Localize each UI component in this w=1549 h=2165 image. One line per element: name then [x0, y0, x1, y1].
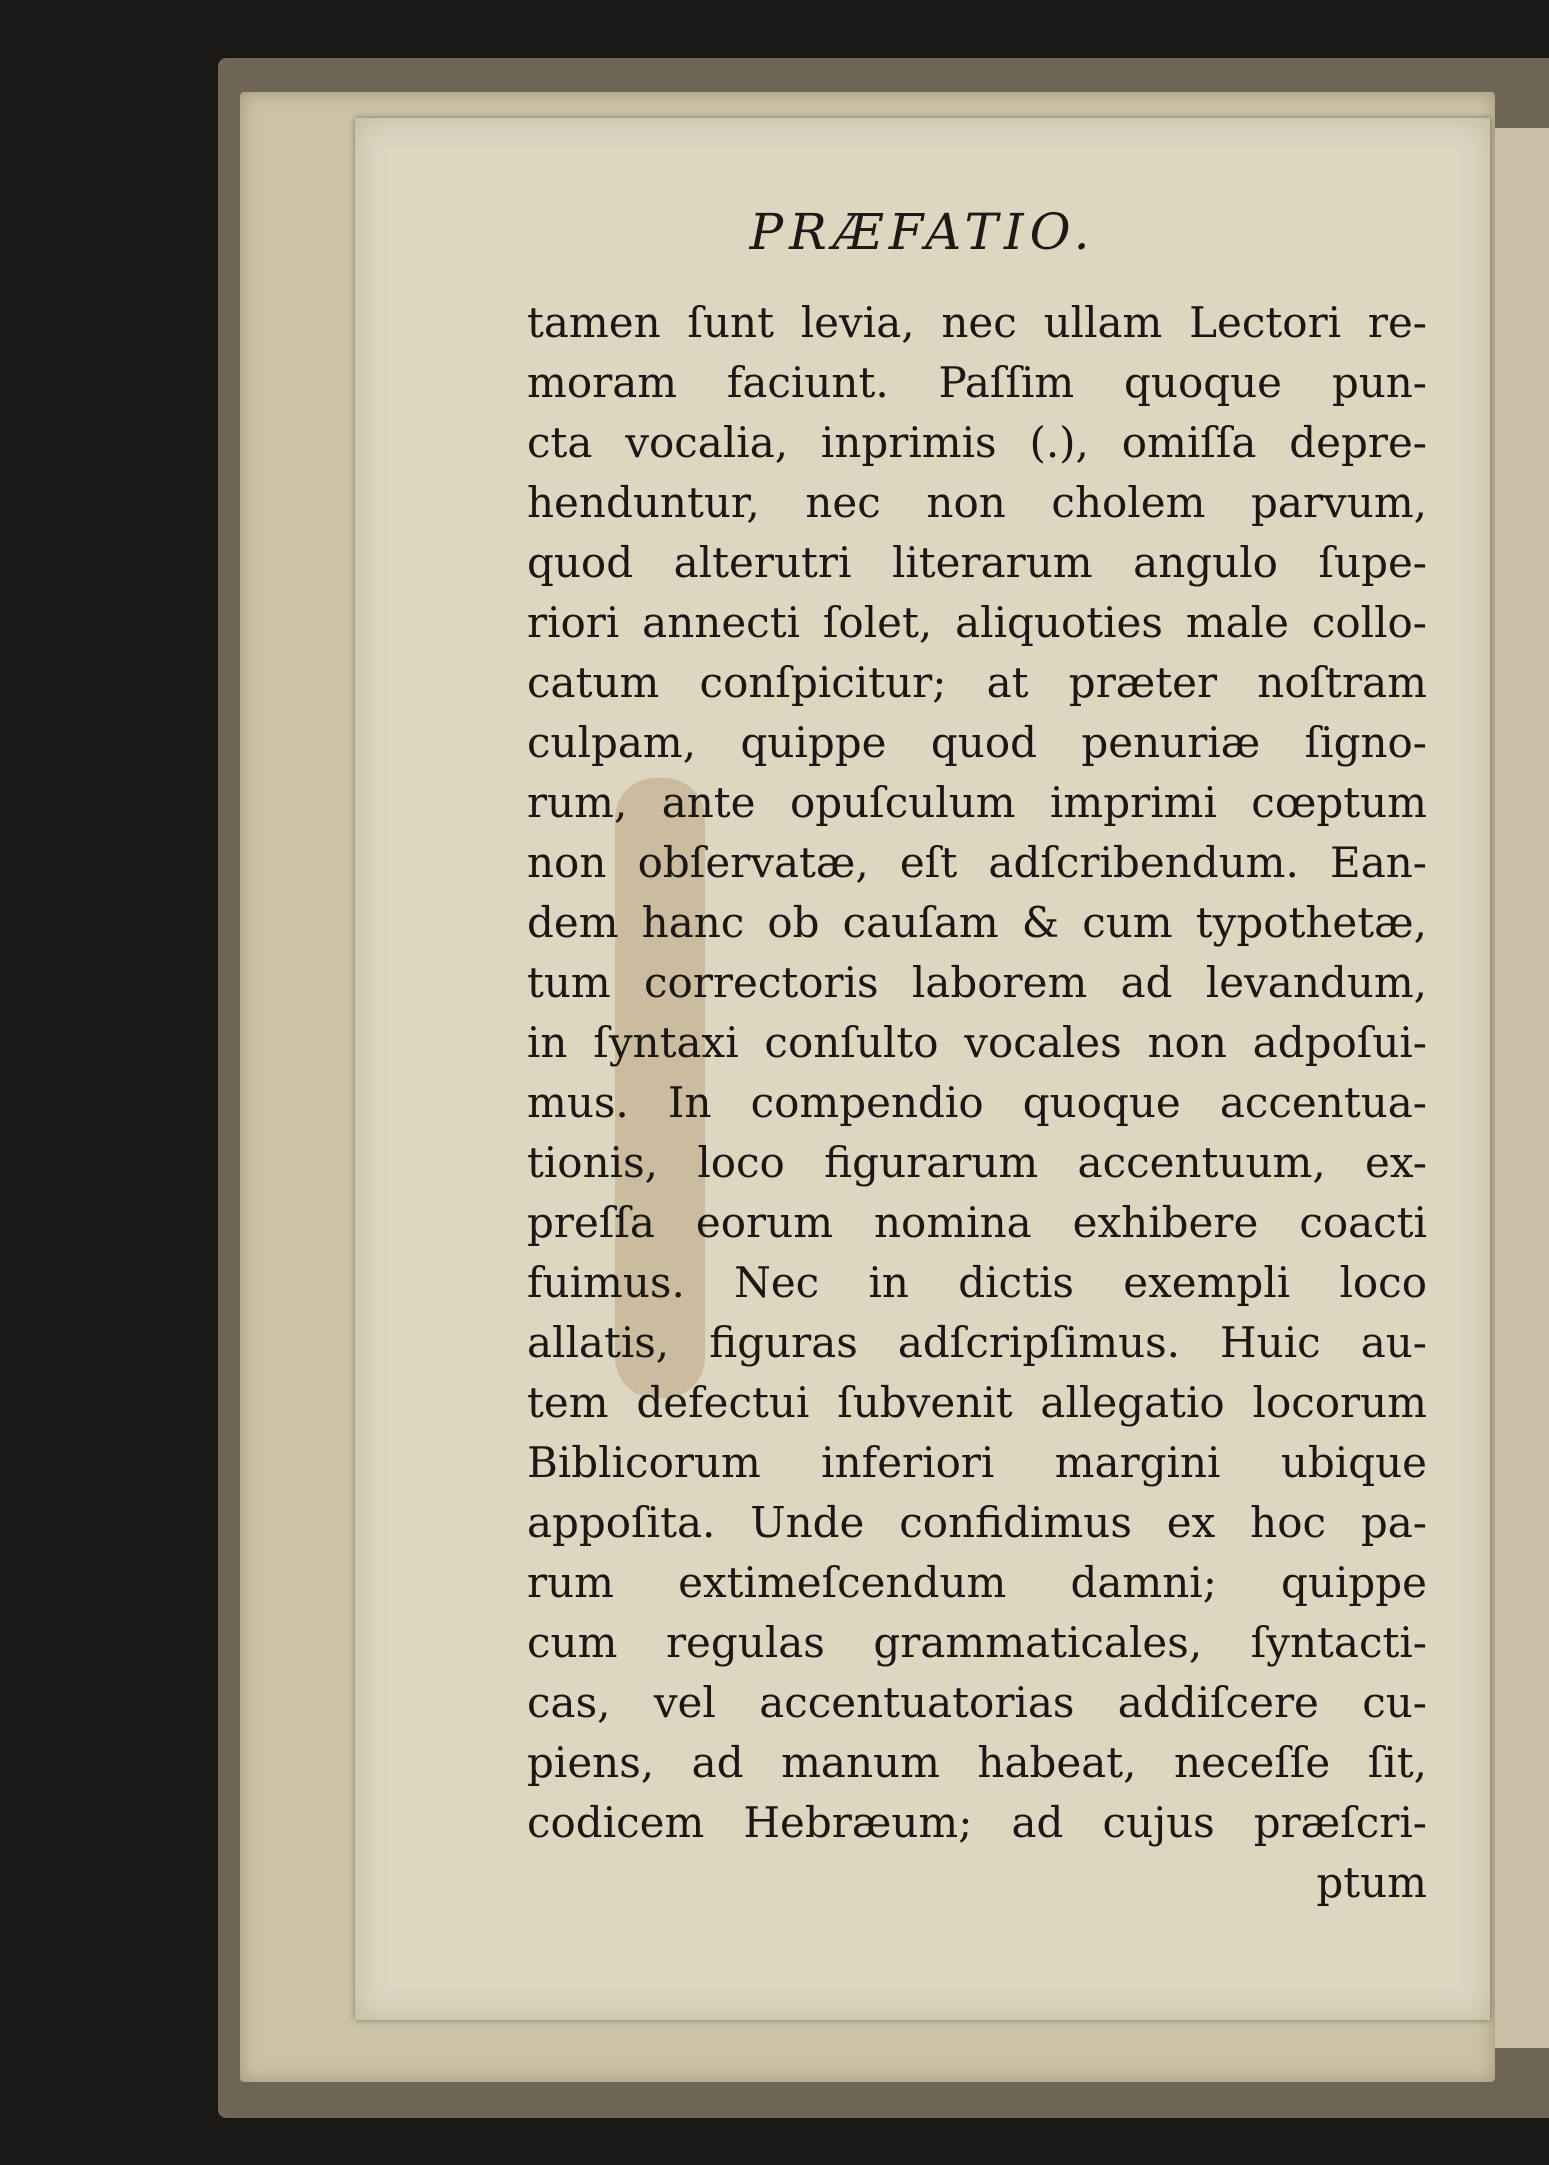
book-page [355, 118, 1490, 2020]
text-line: culpam, quippe quod penuriæ ſigno- [527, 718, 1427, 767]
text-line: piens, ad manum habeat, neceſſe ſit, [527, 1738, 1427, 1787]
text-line: fuimus. Nec in dictis exempli loco [527, 1258, 1427, 1307]
text-line: catum conſpicitur; at præter noſtram [527, 658, 1427, 707]
text-line: tamen ſunt levia, nec ullam Lectori re- [527, 298, 1427, 347]
text-line: allatis, figuras adſcripſimus. Huic au- [527, 1318, 1427, 1367]
text-line: tum correctoris laborem ad levandum, [527, 958, 1427, 1007]
running-header: PRÆFATIO. [749, 203, 1096, 261]
text-line: cta vocalia, inprimis (.), omiſſa depre- [527, 418, 1427, 467]
text-line: rum, ante opuſculum imprimi cœptum [527, 778, 1427, 827]
text-line: cum regulas grammaticales, ſyntacti- [527, 1618, 1427, 1667]
text-line: mus. In compendio quoque accentua- [527, 1078, 1427, 1127]
text-line: riori annecti ſolet, aliquoties male collo- [527, 598, 1427, 647]
text-block [527, 293, 1427, 1913]
text-line: tionis, loco figurarum accentuum, ex- [527, 1138, 1427, 1187]
text-line: preſſa eorum nomina exhibere coacti [527, 1198, 1427, 1247]
text-line: quod alterutri literarum angulo ſupe- [527, 538, 1427, 587]
text-line: codicem Hebræum; ad cujus præſcri- [527, 1798, 1427, 1847]
text-line: in ſyntaxi conſulto vocales non adpoſui- [527, 1018, 1427, 1067]
text-line: tem defectui ſubvenit allegatio locorum [527, 1378, 1427, 1427]
text-line: rum extimeſcendum damni; quippe [527, 1558, 1427, 1607]
text-line: henduntur, nec non cholem parvum, [527, 478, 1427, 527]
text-line: Biblicorum inferiori margini ubique [527, 1438, 1427, 1487]
text-line: non obſervatæ, eſt adſcribendum. Ean- [527, 838, 1427, 887]
text-line: cas, vel accentuatorias addiſcere cu- [527, 1678, 1427, 1727]
text-line: dem hanc ob cauſam & cum typothetæ, [527, 898, 1427, 947]
text-line: moram faciunt. Paſſim quoque pun- [527, 358, 1427, 407]
text-line: appoſita. Unde confidimus ex hoc pa- [527, 1498, 1427, 1547]
catchword: ptum [1316, 1858, 1427, 1907]
